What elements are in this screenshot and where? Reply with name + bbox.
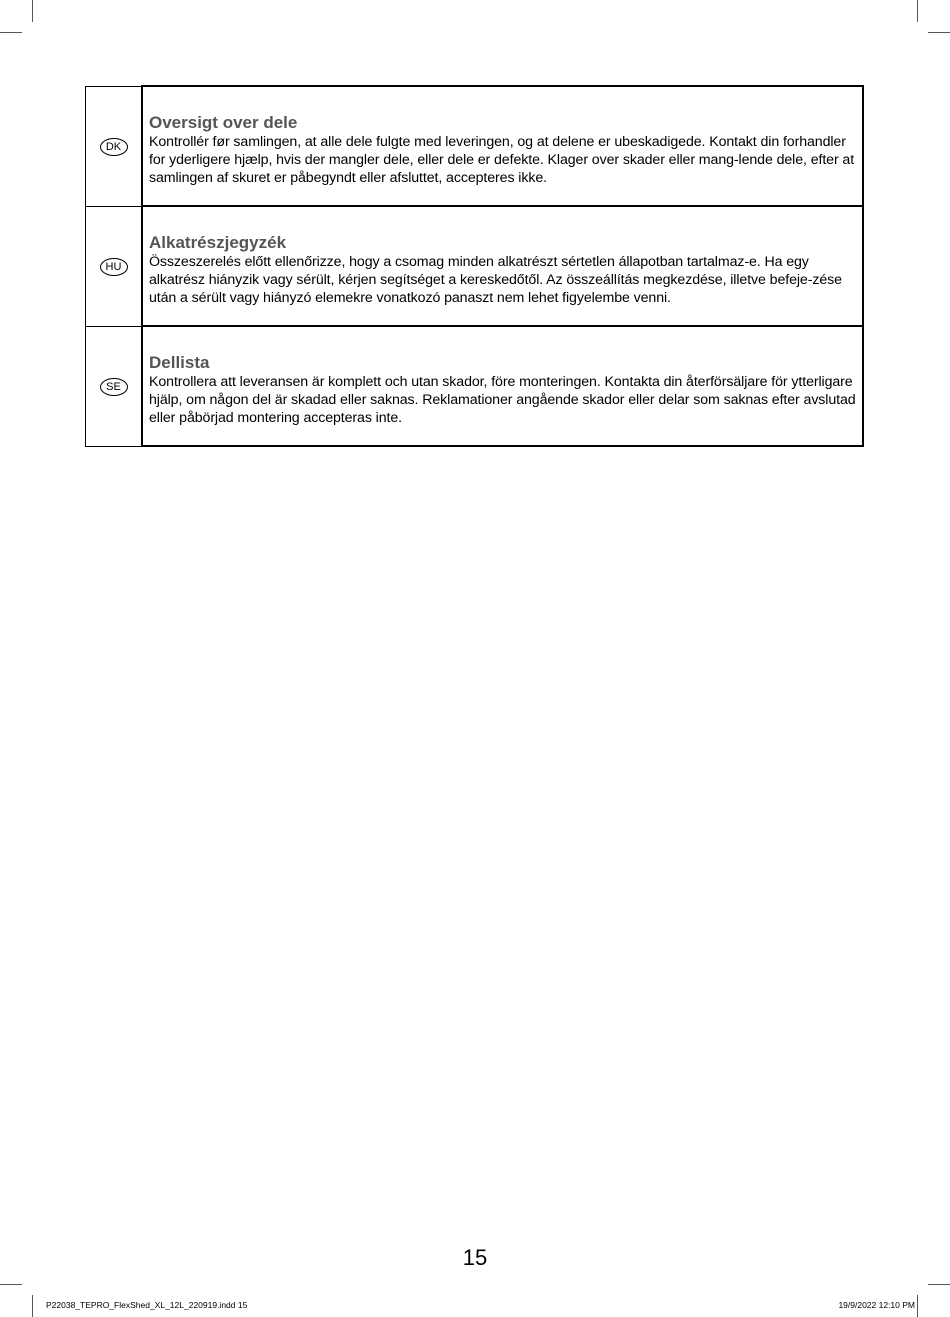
language-cell [86,326,143,446]
table-row [86,206,864,326]
section-body: Összeszerelés előtt ellenőrizze, hogy a csomag minden alkatrészt sértetlen állapotban tartalmaz-e. Ha egy alkatrész hiányzik vagy sérült, kérjen segítséget a kereskedőtől. Az összeállítás megkezdése, illetve befeje-zése után a sérült vagy hiányzó elemekre vonatkozó panaszt nem lehet figyelembe venni. [149,254,842,306]
footer-timestamp: 19/9/2022 12:10 PM [838,1300,915,1310]
language-badge-hu: HU [100,258,128,276]
crop-mark [32,1295,33,1317]
language-badge-se: SE [100,378,128,396]
crop-mark [0,32,22,33]
language-cell [86,206,143,326]
table-row [86,326,864,446]
crop-mark [0,1284,22,1285]
page-number: 15 [462,1245,488,1270]
section-title: Oversigt over dele [149,113,298,132]
crop-mark [917,0,918,22]
section-title: Dellista [149,353,210,372]
section-content [142,206,863,326]
language-cell [86,86,143,206]
section-content [142,326,863,446]
footer-filename: P22038_TEPRO_FlexShed_XL_12L_220919.indd 15 [46,1300,248,1310]
section-body: Kontrollér før samlingen, at alle dele fulgte med leveringen, og at delene er ubeskadigede. Kontakt din forhandler for yderligere hjælp, hvis der mangler dele, eller dele er defekte. Klager over skader eller mang-lende dele, efter at samlingen af skuret er påbegyndt eller afsluttet, accepteres ikke. [149,134,855,186]
language-badge-dk: DK [100,138,128,156]
section-title: Alkatrészjegyzék [149,233,287,252]
crop-mark [917,1295,918,1317]
crop-mark [928,1284,950,1285]
crop-mark [32,0,33,22]
section-content [142,86,863,206]
section-body: Kontrollera att leveransen är komplett och utan skador, före monteringen. Kontakta din återförsäljare för ytterligare hjälp, om någon del är skadad eller saknas. Reklamationer angående skador eller delar som saknas efter avslutad eller påbörjad montering accepteras inte. [149,374,856,426]
crop-mark [928,32,950,33]
parts-list-table [85,85,864,447]
table-row [86,86,864,206]
